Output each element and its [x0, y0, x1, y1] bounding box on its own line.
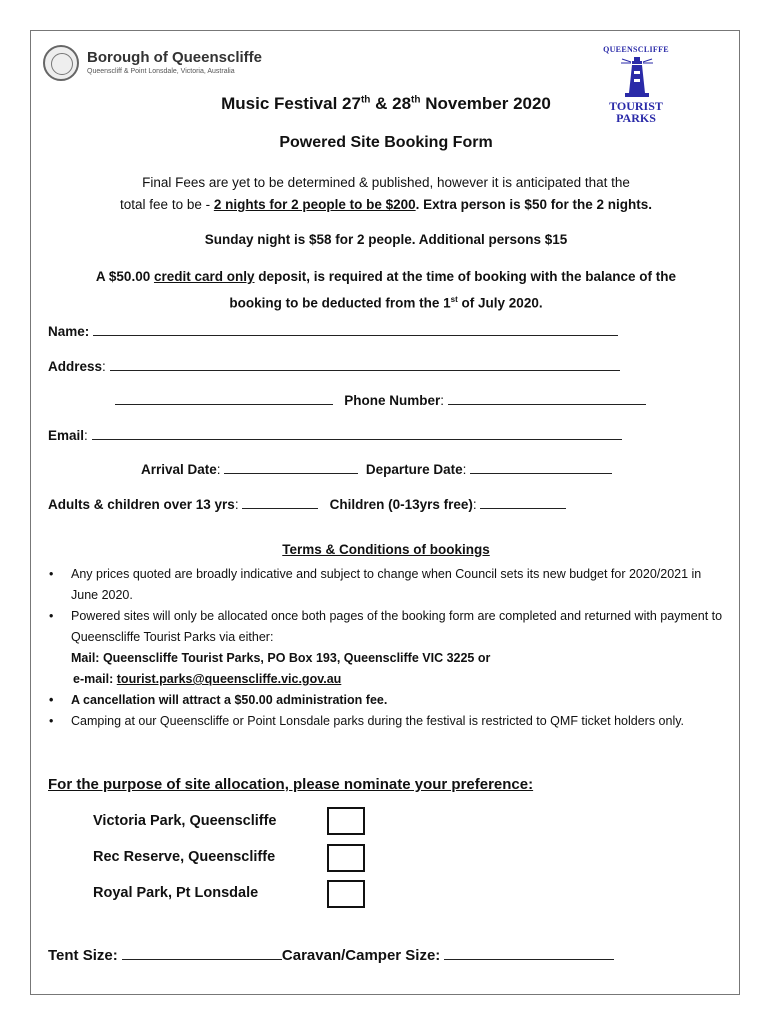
- victoria-park-checkbox[interactable]: [327, 807, 365, 835]
- rec-reserve-checkbox[interactable]: [327, 844, 365, 872]
- list-item: • Any prices quoted are broadly indicative and subject to change when Council sets its new budget for 2020/2021 in June 2020.: [49, 567, 702, 602]
- phone-field[interactable]: Phone Number:: [115, 392, 646, 408]
- option-royal-park: Royal Park, Pt Lonsdale: [93, 885, 259, 901]
- terms-list: [49, 564, 729, 732]
- fees-paragraph: Final Fees are yet to be determined & published, however it is anticipated that the total fee to be - 2 nights for 2 people to be $200. Extra person is $50 for the 2 nights.: [120, 175, 652, 212]
- terms-title: Terms & Conditions of bookings: [282, 542, 490, 557]
- sunday-night-text: Sunday night is $58 for 2 people. Additional persons $15: [204, 232, 568, 247]
- booking-form-page: [30, 30, 740, 995]
- deposit-paragraph: A $50.00 credit card only deposit, is required at the time of booking with the balance of the booking to be deducted from the 1st of July 2020.: [95, 269, 677, 311]
- tourist-parks-logo-top: QUEENSCLIFFE: [603, 45, 669, 54]
- borough-name: Borough of Queenscliffe: [87, 49, 263, 66]
- page-title: Music Festival 27th & 28th November 2020: [221, 94, 551, 113]
- form-subtitle: Powered Site Booking Form: [279, 134, 493, 151]
- dates-field[interactable]: Arrival Date: Departure Date:: [141, 461, 612, 477]
- lighthouse-icon: [619, 55, 655, 99]
- email-address[interactable]: e-mail: tourist.parks@queenscliffe.vic.gov.au: [73, 672, 342, 686]
- name-field[interactable]: Name:: [48, 323, 618, 339]
- option-victoria-park: Victoria Park, Queenscliffe: [93, 813, 277, 829]
- option-rec-reserve: Rec Reserve, Queenscliffe: [93, 849, 276, 865]
- size-fields[interactable]: Tent Size: Caravan/Camper Size:: [48, 947, 614, 964]
- email-field[interactable]: Email:: [48, 427, 622, 443]
- guests-field[interactable]: Adults & children over 13 yrs: Children (0-13yrs free):: [48, 496, 566, 512]
- borough-subtitle: Queenscliff & Point Lonsdale, Victoria, Australia: [87, 68, 235, 75]
- list-item: • Powered sites will only be allocated once both pages of the booking form are completed and returned with payment to Queenscliffe Tourist Parks via either:: [49, 609, 723, 644]
- mail-address: Mail: Queenscliffe Tourist Parks, PO Box 193, Queenscliffe VIC 3225 or: [71, 651, 491, 665]
- tourist-parks-logo-bottom: TOURIST PARKS: [609, 99, 663, 125]
- list-item: • Camping at our Queenscliffe or Point Lonsdale parks during the festival is restricted to QMF ticket holders only.: [49, 714, 685, 728]
- borough-seal-icon: [43, 45, 79, 81]
- address-field[interactable]: Address:: [48, 358, 620, 374]
- list-item: • A cancellation will attract a $50.00 administration fee.: [49, 693, 388, 707]
- preference-heading: For the purpose of site allocation, please nominate your preference:: [48, 776, 534, 793]
- royal-park-checkbox[interactable]: [327, 880, 365, 908]
